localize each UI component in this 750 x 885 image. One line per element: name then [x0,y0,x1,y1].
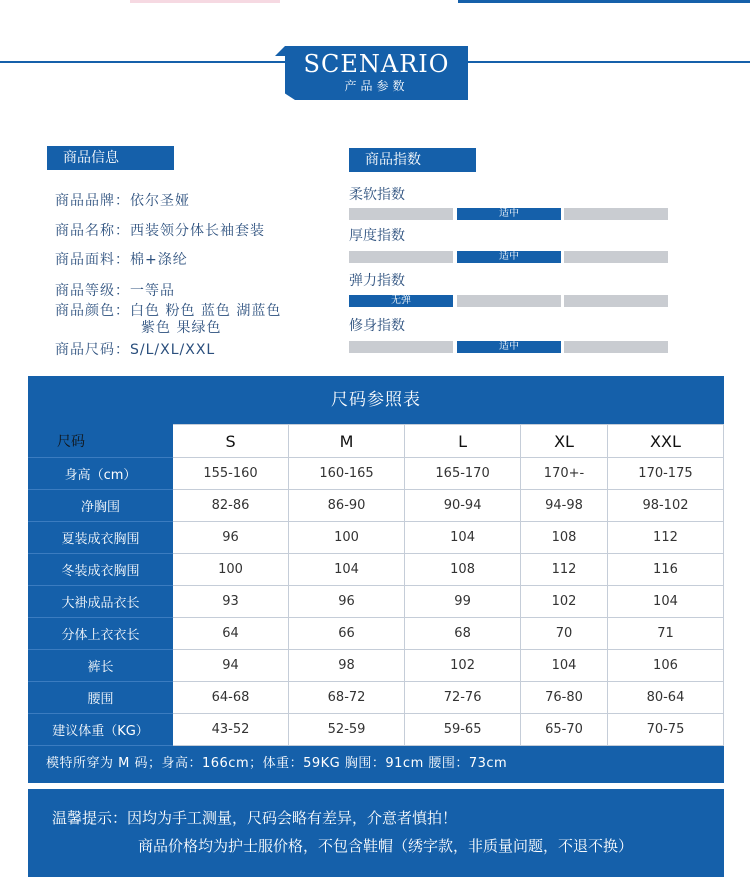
size-header-cell: S [173,425,289,458]
table-cell: 108 [521,522,608,554]
table-row [29,650,724,682]
row-label: 腰围 [29,682,173,714]
row-label: 裤长 [29,650,173,682]
table-cell: 65-70 [521,714,608,746]
table-row [29,554,724,586]
row-label: 夏装成衣胸围 [29,522,173,554]
tip-box [28,789,724,877]
size-chart-title: 尺码参照表 [331,390,421,410]
table-cell: 104 [521,650,608,682]
table-cell: 99 [405,586,521,618]
table-row [29,522,724,554]
table-cell: 112 [607,522,723,554]
table-cell: 94 [173,650,289,682]
table-cell: 170+- [521,458,608,490]
table-cell: 160-165 [289,458,405,490]
size-header-cell: XL [521,425,608,458]
index-bar [457,295,561,307]
table-row [29,618,724,650]
info-name: 商品名称：西装领分体长袖套装 [55,223,265,239]
table-cell: 43-52 [173,714,289,746]
table-row [29,586,724,618]
top-divider [458,0,750,3]
index-bar [349,208,453,220]
table-cell: 90-94 [405,490,521,522]
table-cell: 104 [289,554,405,586]
table-cell: 106 [607,650,723,682]
row-label: 冬装成衣胸围 [29,554,173,586]
index-label: 厚度指数 [349,228,405,244]
table-cell: 72-76 [405,682,521,714]
table-cell: 100 [173,554,289,586]
banner-line-left [0,61,285,63]
index-bar [564,208,668,220]
row-label: 建议体重（KG） [29,714,173,746]
table-cell: 66 [289,618,405,650]
info-grade: 商品等级：一等品 [55,283,175,299]
table-cell: 104 [405,522,521,554]
info-sizes: 商品尺码：S/L/XL/XXL [55,342,216,358]
table-cell: 80-64 [607,682,723,714]
index-bar [564,341,668,353]
banner-subtitle: 产品参数 [344,79,409,93]
index-label: 弹力指数 [349,273,405,289]
table-cell: 96 [173,522,289,554]
row-label: 身高（cm） [29,458,173,490]
table-cell: 112 [521,554,608,586]
row-label: 净胸围 [29,490,173,522]
table-cell: 94-98 [521,490,608,522]
table-cell: 52-59 [289,714,405,746]
table-row [29,682,724,714]
size-header-cell: M [289,425,405,458]
index-bar-active: 适中 [457,251,561,263]
index-label: 修身指数 [349,318,405,334]
table-cell: 165-170 [405,458,521,490]
product-info-header: 商品信息 [47,146,174,170]
banner-title: SCENARIO [303,50,450,78]
table-cell: 82-86 [173,490,289,522]
row-label: 大褂成品衣长 [29,586,173,618]
info-colors: 商品颜色：白色 粉色 蓝色 湖蓝色 [55,303,282,319]
table-cell: 96 [289,586,405,618]
size-header-row [29,425,724,458]
table-cell: 76-80 [521,682,608,714]
index-bar-active: 无弹 [349,295,453,307]
index-label: 柔软指数 [349,187,405,203]
table-cell: 71 [607,618,723,650]
table-cell: 102 [405,650,521,682]
index-bar [349,251,453,263]
table-cell: 98-102 [607,490,723,522]
table-cell: 64-68 [173,682,289,714]
size-chart [28,376,724,783]
table-cell: 155-160 [173,458,289,490]
table-row [29,490,724,522]
size-header-cell: XXL [607,425,723,458]
banner-line-right [468,61,750,63]
size-header-cell: L [405,425,521,458]
size-corner-cell: 尺码 [29,425,173,458]
top-decoration [130,0,280,3]
table-cell: 116 [607,554,723,586]
table-row [29,714,724,746]
table-cell: 70 [521,618,608,650]
table-cell: 70-75 [607,714,723,746]
info-fabric: 商品面料：棉+涤纶 [55,252,188,268]
table-cell: 102 [521,586,608,618]
table-cell: 100 [289,522,405,554]
table-cell: 68 [405,618,521,650]
table-cell: 68-72 [289,682,405,714]
table-row [29,458,724,490]
table-cell: 64 [173,618,289,650]
table-cell: 108 [405,554,521,586]
table-cell: 93 [173,586,289,618]
index-bar [564,251,668,263]
index-bar-active: 适中 [457,341,561,353]
info-brand: 商品品牌：依尔圣娅 [55,193,190,209]
tip-line-2: 商品价格均为护士服价格，不包含鞋帽（绣字款，非质量问题，不退不换） [138,837,634,855]
table-cell: 86-90 [289,490,405,522]
info-colors-cont: 紫色 果绿色 [141,320,222,336]
table-cell: 98 [289,650,405,682]
table-cell: 104 [607,586,723,618]
product-index-header: 商品指数 [349,148,476,172]
tip-line-1: 温馨提示：因均为手工测量，尺码会略有差异，介意者慎拍！ [52,809,458,827]
row-label: 分体上衣衣长 [29,618,173,650]
index-bar [564,295,668,307]
size-table [28,424,724,746]
table-cell: 170-175 [607,458,723,490]
model-note: 模特所穿为 M 码；身高：166cm；体重：59KG 胸围：91cm 腰围：73cm [46,756,508,771]
index-bar [349,341,453,353]
index-bar-active: 适中 [457,208,561,220]
banner-notch [275,46,285,56]
table-cell: 59-65 [405,714,521,746]
